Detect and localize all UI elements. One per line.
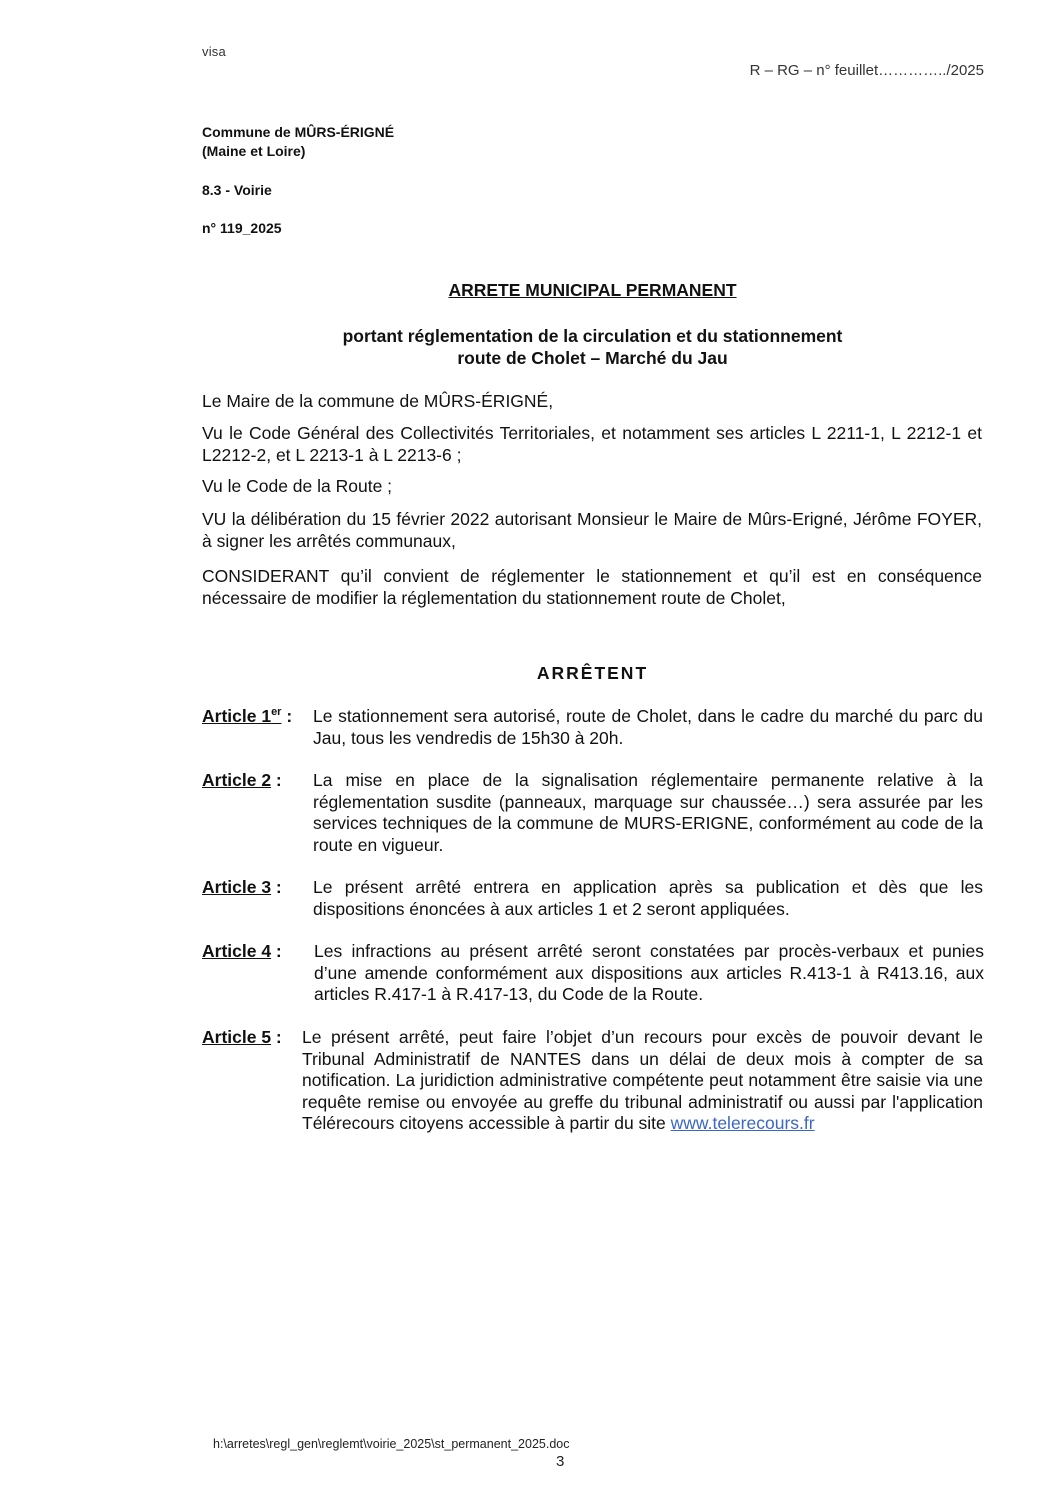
article-2-text: La mise en place de la signalisation réglementaire permanente relative à la réglementation susdite (panneaux, marquage sur chaussée…) sera assurée par les services techniques de la commune de MURS-ERIGNE, conformément au code de la route en vigueur. [313,770,983,855]
preamble-mayor: Le Maire de la commune de MÛRS-ÉRIGNÉ, [202,391,554,411]
article-1-text: Le stationnement sera autorisé, route de Cholet, dans le cadre du marché du parc du Jau, tous les vendredis de 15h30 à 20h. [313,706,983,748]
page-number: 3 [556,1453,565,1470]
article-3-label: Article 3 : [202,877,282,897]
article-4-label: Article 4 : [202,941,282,961]
department-name: (Maine et Loire) [202,143,306,159]
subtitle-line-1: portant réglementation de la circulation et du stationnement [342,326,843,346]
sheet-reference: R – RG – n° feuillet…………../2025 [749,62,984,79]
article-5-text: Le présent arrêté, peut faire l’objet d’un recours pour excès de pouvoir devant le Tribunal Administratif de NANTES dans un délai de deux mois à compter de sa notification. La juridiction administrative compétente peut notamment être saisie via une requête remise ou envoyée au greffe du tribunal administratif ou aussi par l'application Télérecours citoyens accessible à partir du site www.telerecours.fr [302,1027,983,1133]
article-2-label: Article 2 : [202,770,282,790]
article-4-text: Les infractions au présent arrêté seront constatées par procès-verbaux et punies d’une amende conformément aux dispositions aux articles R.413-1 à R413.16, aux articles R.417-1 à R.417-13, du Code de la Route. [314,941,984,1004]
commune-name: Commune de MÛRS-ÉRIGNÉ [202,124,395,140]
preamble-deliberation: VU la délibération du 15 février 2022 autorisant Monsieur le Maire de Mûrs-Erigné, Jérôme FOYER, à signer les arrêtés communaux, [202,509,982,551]
preamble-code-route: Vu le Code de la Route ; [202,476,393,496]
preamble-considerant: CONSIDERANT qu’il convient de réglementer le stationnement et qu’il est en conséquence nécessaire de modifier la réglementation du stationnement route de Cholet, [202,566,982,608]
preamble-cgct: Vu le Code Général des Collectivités Territoriales, et notamment ses articles L 2211-1, L 2212-1 et L2212-2, et L 2213-1 à L 2213-6 ; [202,423,982,465]
file-path: h:\arretes\regl_gen\reglemt\voirie_2025\st_permanent_2025.doc [213,1437,570,1451]
article-1-label: Article 1er : [202,706,293,726]
subtitle-line-2: route de Cholet – Marché du Jau [457,348,728,368]
decision-heading: ARRÊTENT [536,663,649,683]
document-title: ARRETE MUNICIPAL PERMANENT [448,280,737,300]
article-5-label: Article 5 : [202,1027,282,1047]
article-3-text: Le présent arrêté entrera en application après sa publication et dès que les dispositions énoncées à aux articles 1 et 2 seront appliquées. [313,877,983,919]
visa-label: visa [202,44,226,59]
telerecours-link[interactable]: www.telerecours.fr [670,1113,815,1133]
category: 8.3 - Voirie [202,182,272,198]
decree-number: n° 119_2025 [202,220,282,236]
